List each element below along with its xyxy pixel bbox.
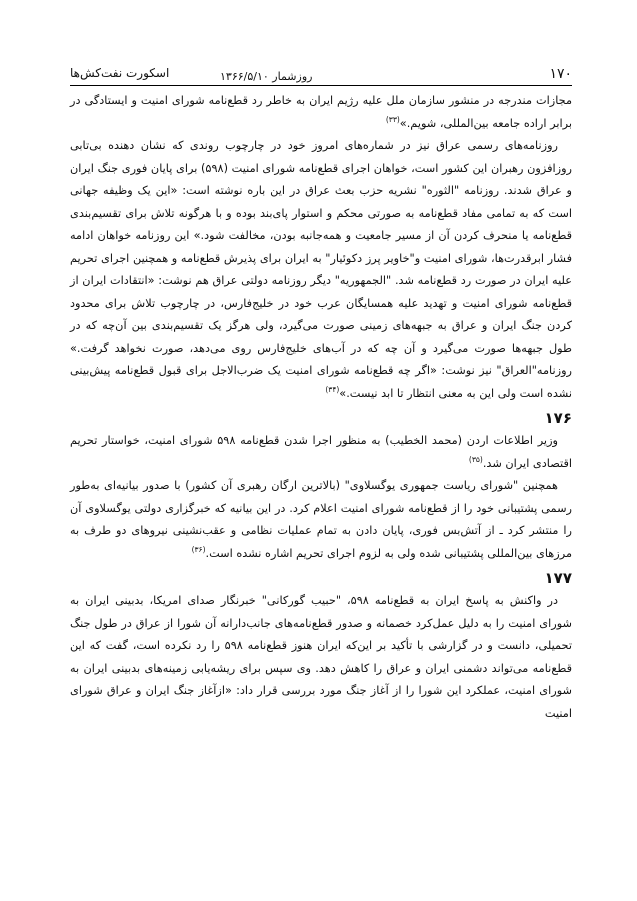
footnote-ref: (۳۵): [468, 454, 483, 464]
page-number: ۱۷۰: [549, 66, 572, 82]
footnote-ref: (۳۶): [191, 544, 206, 554]
jordan-paragraph: وزیر اطلاعات اردن (محمد الخطیب) به منظور اجرا شدن قطع‌نامه ۵۹۸ شورای امنیت، خواستار تحریم اقتصادی ایران شد.$^{(۳۵)}$: [70, 434, 572, 470]
header-rule: [70, 85, 572, 86]
page-header: [70, 64, 572, 90]
voa-paragraph: در واکنش به پاسخ ایران به قطع‌نامه ۵۹۸، "حبیب گورکانی" خبرنگار صدای امریکا، بدبینی ایران به شورای امنیت را به دلیل عمل‌کرد خصمانه و صدور قطع‌نامه‌های جانب‌دارانه آن شورا از عراق در طول جنگ تحمیلی، دانست و در گزارشی با تأکید بر این‌که ایران هنوز قطع‌نامه ۵۹۸ را رد نکرده است، گفت که این قطع‌نامه می‌تواند دشمنی ایران و عراق را کاهش دهد. وی سپس برای ریشه‌یابی زمینه‌های بدبینی ایران به شورای امنیت، عملکرد این شورا را از آغاز جنگ مورد بررسی قرار داد: «ازآغاز جنگ ایران و عراق شورای امنیت: [70, 594, 572, 720]
book-page: [70, 64, 572, 725]
footnote-ref: (۳۴): [325, 384, 340, 394]
iraqi-press-paragraph: روزنامه‌های رسمی عراق نیز در شماره‌های امروز خود در چارچوب روندی که نشان دهنده بی‌تابی روزافزون رهبران این کشور است، خواهان اجرای قطع‌نامه شورای امنیت (۵۹۸) برای پایان فوری جنگ ایران و عراق شدند. روزنامه "الثوره" نشریه حزب بعث عراق در این باره نوشته است: «این یک وظیفه جهانی است که به تمامی مفاد قطع‌نامه به صورتی محکم و استوار پای‌بند بوده و با هرگونه تلاش برای تقسیم‌بندی قطع‌نامه یا منحرف کردن آن از مسیر جامعیت و همه‌جانبه بودن، مخالفت شود.» این روزنامه خواهان ادامه فشار ابرقدرت‌ها، شورای امنیت و"خاویر پرز دکوئیار" به ایران برای پذیرش قطع‌نامه و همچنین اجرای تحریم علیه ایران در صورت رد قطع‌نامه شد. "الجمهوریه" دیگر روزنامه دولتی عراق هم نوشت: «انتقادات ایران از قطع‌نامه شورای امنیت و تهدید علیه همسایگان عرب خود در خلیج‌فارس، در چارچوب تلاش برای محدود کردن جنگ ایران و عراق به جبهه‌های زمینی صورت می‌گیرد، ولی هرگز یک تقسیم‌بندی بین آن‌چه که در طول جبهه‌ها صورت می‌گیرد و آن چه که در آب‌های خلیج‌فارس روی می‌دهد، صورت نخواهد گرفت.» روزنامه"العراق" نیز نوشت: «اگر چه قطع‌نامه شورای امنیت یک ضرب‌الاجل برای قبول قطع‌نامه پیش‌بینی نشده است ولی این به معنی انتظار تا ابد نیست.»$^{(۳۴)}$: [70, 139, 572, 400]
intro-paragraph: مجازات مندرجه در منشور سازمان ملل علیه رژیم ایران به خاطر رد قطع‌نامه شورای امنیت و ایستادگی در برابر اراده جامعه بین‌المللی، شویم.»$^{(۳۳)}$: [70, 94, 572, 130]
section-number-176: ۱۷۶: [544, 409, 572, 427]
book-title: اسکورت نفت‌کش‌ها: [70, 66, 170, 80]
footnote-ref: (۳۳): [385, 114, 400, 124]
diary-date-label: روزشمار ۱۳۶۶/۵/۱۰: [220, 70, 313, 83]
section-number-177: ۱۷۷: [544, 569, 572, 587]
yugoslavia-paragraph: همچنین "شورای ریاست جمهوری یوگسلاوی" (بالاترین ارگان رهبری آن کشور) با صدور بیانیه‌ای به‌طور رسمی پشتیبانی خود را از قطع‌نامه شورای امنیت اعلام کرد. در این بیانیه که خبرگزاری دولتی یوگسلاوی آن را منتشر کرد ـ از آتش‌بس فوری، پایان دادن به تمام عملیات نظامی و عقب‌نشینی نیروهای دو طرف به مرزهای بین‌المللی پشتیبانی شده ولی به لزوم اجرای تحریم اشاره نشده است.$^{(۳۶)}$: [70, 479, 572, 560]
